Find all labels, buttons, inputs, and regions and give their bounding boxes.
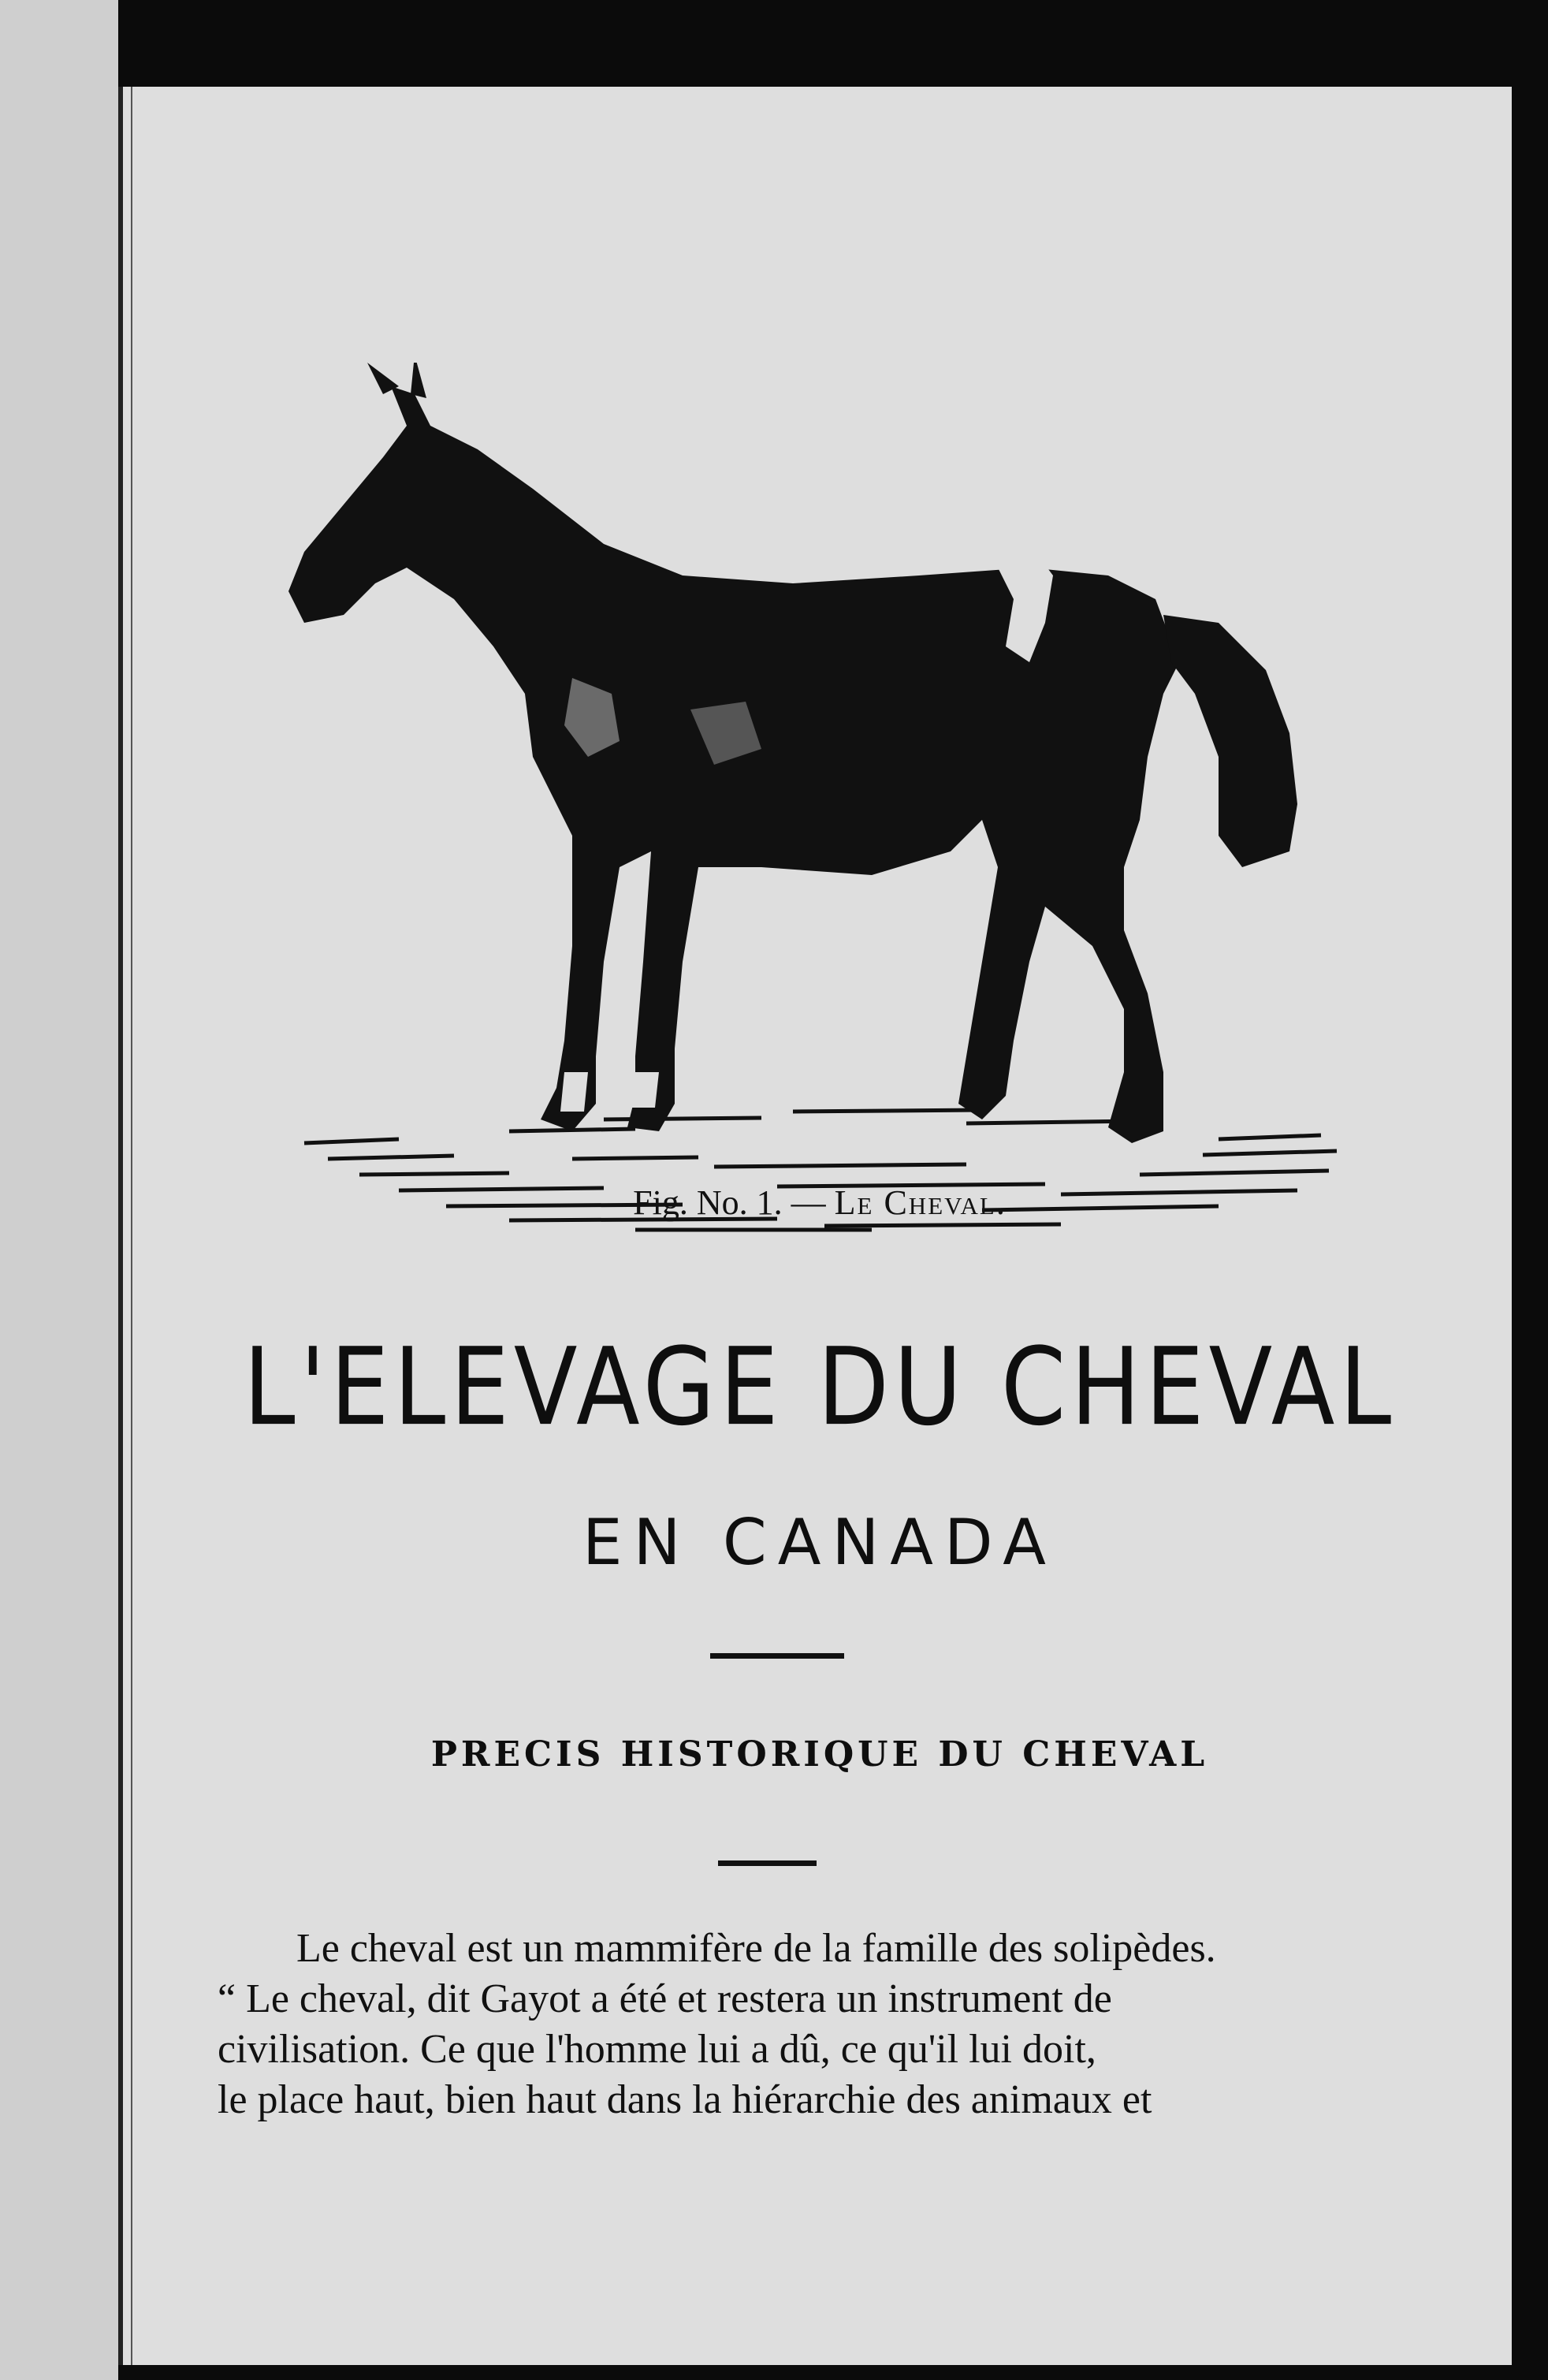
page-title: L'ELEVAGE DU CHEVAL — [243, 1324, 1397, 1450]
body-line: Le cheval est un mammifère de la famille des solipèdes. — [296, 1926, 1216, 1971]
body-line: “ Le cheval, dit Gayot a été et restera un instrument de — [218, 1976, 1112, 2021]
horse-tail — [1163, 615, 1297, 867]
page-border-line — [131, 87, 132, 2365]
book-page — [118, 87, 1512, 2365]
section-heading: PRECIS HISTORIQUE DU CHEVAL — [430, 1734, 1209, 1775]
horse-illustration — [273, 363, 1408, 1261]
body-line: civilisation. Ce que l'homme lui a dû, ce qu'il lui doit, — [218, 2027, 1096, 2072]
horse-body — [288, 386, 1179, 1143]
hoof-highlight — [560, 1072, 659, 1112]
body-line: le place haut, bien haut dans la hiérarchie des animaux et — [218, 2077, 1152, 2122]
body-paragraph — [218, 1924, 1313, 2125]
page-subtitle: EN CANADA — [582, 1506, 1057, 1579]
divider-rule — [718, 1860, 817, 1866]
left-page-edge — [0, 0, 118, 2380]
caption-title: Le Cheval. — [834, 1183, 1007, 1222]
figure-caption — [123, 1183, 1516, 1223]
divider-rule — [710, 1653, 844, 1659]
caption-prefix: Fig. No. 1. — — [633, 1183, 826, 1222]
